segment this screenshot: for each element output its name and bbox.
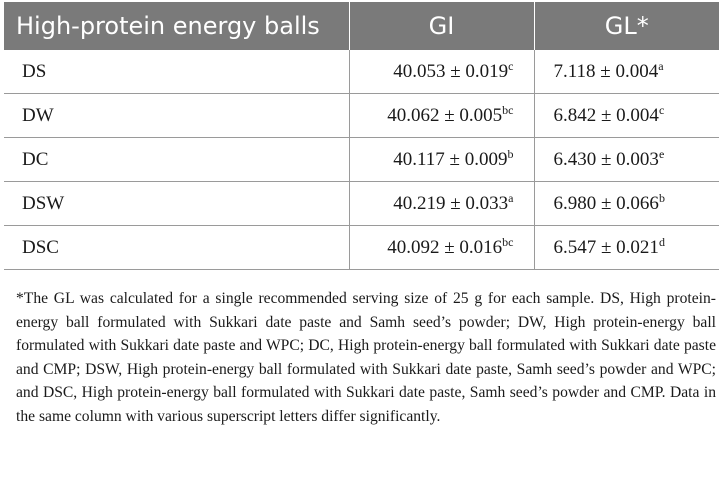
gi-value: 40.117 ± 0.009 [393, 148, 508, 170]
gi-cell [349, 94, 534, 138]
gi-superscript: c [508, 58, 514, 73]
gl-cell [534, 94, 719, 138]
sample-name: DS [4, 50, 349, 94]
results-table [4, 2, 719, 270]
gi-superscript: bc [502, 102, 514, 117]
gi-superscript: b [507, 146, 514, 161]
table-footnote: *The GL was calculated for a single recommended serving size of 25 g for each sample. DS, High protein-energy ball formulated with Sukkari date paste and Samh seed’s powder; DW, High protein-energy ball formulated with Sukkari date paste and WPC; DC, High protein-energy ball formulated with Sukkari date paste and CMP; DSW, High protein-energy ball formulated with Sukkari date paste, Samh seed’s powder and WPC; and DSC, High protein-energy ball formulated with Sukkari date paste, Samh seed’s powder and CMP. Data in the same column with various superscript letters differ significantly. [16, 290, 716, 425]
header-sample: High-protein energy balls [4, 2, 349, 50]
gl-value: 6.547 ± 0.021 [553, 236, 659, 258]
sample-name: DW [4, 94, 349, 138]
gi-value: 40.092 ± 0.016 [387, 236, 503, 258]
table-row [4, 226, 719, 270]
sample-name: DSW [4, 182, 349, 226]
gi-superscript: bc [502, 234, 514, 249]
table-row [4, 182, 719, 226]
gl-cell [534, 182, 719, 226]
sample-name: DC [4, 138, 349, 182]
gl-superscript: a [658, 58, 664, 73]
gl-value: 6.430 ± 0.003 [553, 148, 659, 170]
gl-cell [534, 50, 719, 94]
gi-value: 40.053 ± 0.019 [393, 60, 509, 82]
gi-cell [349, 182, 534, 226]
gi-value: 40.062 ± 0.005 [387, 104, 503, 126]
gl-superscript: d [658, 234, 665, 249]
results-table-container [4, 2, 719, 270]
header-gi: GI [349, 2, 534, 50]
gl-superscript: e [658, 146, 665, 161]
table-header-row [4, 2, 719, 50]
table-row [4, 94, 719, 138]
gl-value: 7.118 ± 0.004 [553, 60, 659, 82]
gl-superscript: c [658, 102, 665, 117]
gi-cell [349, 50, 534, 94]
gl-value: 6.842 ± 0.004 [553, 104, 659, 126]
gl-cell [534, 138, 719, 182]
table-row [4, 50, 719, 94]
gl-value: 6.980 ± 0.066 [553, 192, 659, 214]
gi-value: 40.219 ± 0.033 [393, 192, 509, 214]
gi-superscript: a [508, 190, 514, 205]
gi-cell [349, 138, 534, 182]
gl-cell [534, 226, 719, 270]
table-row [4, 138, 719, 182]
sample-name: DSC [4, 226, 349, 270]
gi-cell [349, 226, 534, 270]
header-gl: GL* [534, 2, 719, 50]
gl-superscript: b [658, 190, 665, 205]
